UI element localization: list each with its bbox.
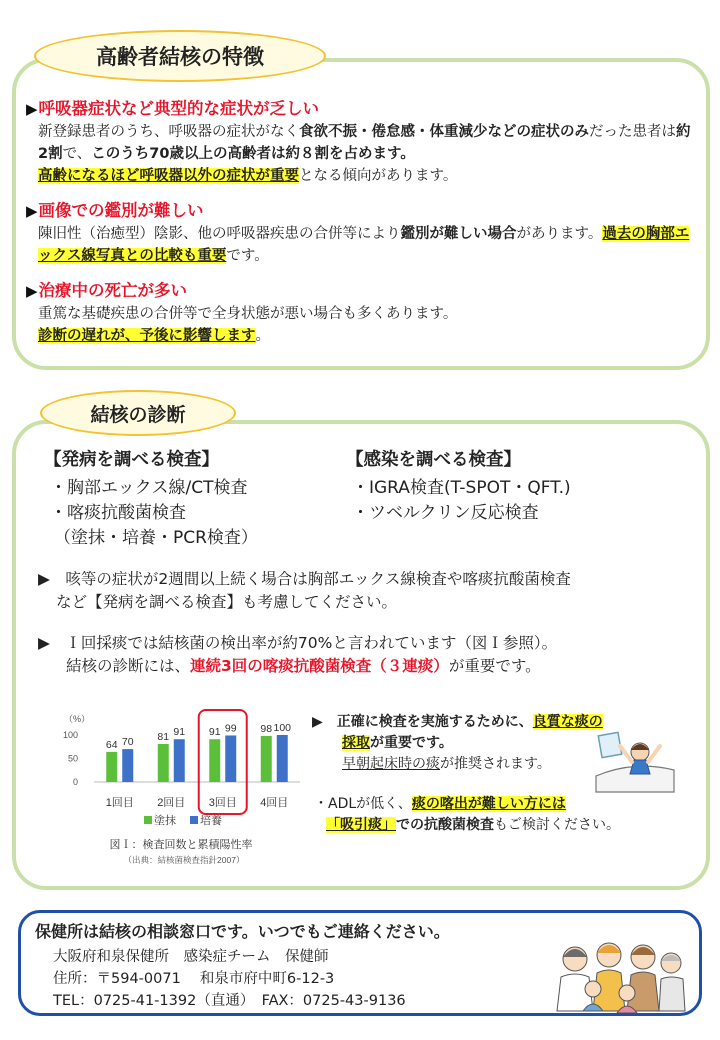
contact-org: 大阪府和泉保健所 感染症チーム 保健師 (53, 949, 329, 965)
feature-1-heading: ▶ 呼吸器症状など典型的な症状が乏しい (26, 99, 320, 118)
bar-培養 (174, 739, 185, 782)
bar-塗抹 (261, 736, 272, 782)
legend-label: 培養 (200, 815, 222, 827)
contact-phone: TEL：0725-41-1392（直通） FAX：0725-43-9136 (53, 993, 406, 1009)
positivity-chart (56, 708, 306, 883)
chart-caption: 図Ｉ：検査回数と累積陽性率 (109, 839, 253, 851)
feature-2 (26, 200, 698, 267)
onset-tests-heading: 【発病を調べる検査】 (44, 450, 219, 470)
onset-tests-list (50, 476, 258, 551)
feature-2-heading: ▶ 画像での鑑別が難しい (26, 201, 204, 220)
y-tick-label: 0 (72, 777, 78, 787)
bar-培養 (225, 735, 236, 782)
y-tick-label: 50 (67, 753, 78, 764)
bar-塗抹 (209, 739, 220, 782)
data-label: 100 (273, 722, 292, 734)
section-title-diagnosis (40, 390, 236, 436)
contact-title: 保健所は結核の相談窓口です。いつでもご連絡ください。 (35, 922, 450, 941)
diagnosis-title: 結核の診断 (90, 403, 186, 426)
list-item: ・喀痰抗酸菌検査 (50, 503, 186, 523)
data-label: 98 (260, 722, 273, 735)
list-item: （塗抹・培養・PCR検査） (54, 528, 258, 548)
sample-advice-1: ▶ 正確に検査を実施するために、良質な痰の 採取が重要です。 早朝起床時の痰が推奨されます。 (312, 714, 603, 772)
y-axis-unit: （%） (64, 714, 91, 724)
x-tick-label: 2回目 (157, 797, 186, 809)
contact-address: 住所：〒594-0071 和泉市府中町6-12-3 (53, 971, 335, 987)
chart-source: （出典：結核菌検査指針2007） (123, 855, 245, 865)
feature-3 (26, 280, 698, 347)
data-label: 70 (121, 736, 134, 749)
x-tick-label: 3回目 (208, 797, 237, 809)
legend-label: 塗抹 (154, 815, 176, 827)
triangle-icon: ▶ (26, 202, 38, 220)
feature-2-text: 陳旧性（治癒型）陰影、他の呼吸器疾患の合併等により鑑別が難しい場合があります。過去の胸部エックス線写真との比較も重要です。 (38, 226, 690, 264)
data-label: 91 (173, 726, 186, 739)
bar-培養 (277, 735, 288, 782)
chart-svg (56, 708, 306, 883)
contact-box (18, 910, 702, 1016)
infection-tests-list (352, 476, 571, 526)
bar-塗抹 (106, 752, 117, 782)
y-tick-label: 100 (62, 730, 78, 740)
legend-swatch (190, 816, 198, 824)
sample-advice-2: ・ADLが低く、痰の喀出が難しい方には 「吸引痰」での抗酸菌検査もご検討ください。 (314, 796, 620, 833)
list-item: ・ツベルクリン反応検査 (352, 503, 539, 523)
list-item: ・IGRA検査(T-SPOT・QFT.) (352, 478, 571, 498)
x-tick-label: 4回目 (260, 797, 289, 809)
bar-塗抹 (158, 744, 169, 782)
legend-swatch (144, 816, 152, 824)
note-detection: ▶ Ｉ回採痰では結核菌の検出率が約70%と言われています（図Ｉ参照）。 結核の診断には、連続3回の喀痰抗酸菌検査（３連痰）が重要です。 (38, 634, 558, 675)
note-cough: ▶ 咳等の症状が2週間以上続く場合は胸部エックス線検査や喀痰抗酸菌検査 など【発病を調べる検査】も考慮してください。 (38, 570, 571, 611)
triangle-icon: ▶ (26, 282, 38, 300)
x-tick-label: 1回目 (105, 797, 134, 809)
waking-person-illustration (594, 730, 676, 794)
triangle-icon: ▶ (312, 714, 323, 730)
feature-1 (26, 98, 698, 187)
infection-tests-heading: 【感染を調べる検査】 (346, 450, 521, 470)
data-label: 64 (105, 738, 118, 751)
list-item: ・胸部エックス線/CT検査 (50, 478, 248, 498)
section-title-features (34, 30, 326, 82)
feature-3-heading: ▶ 治療中の死亡が多い (26, 281, 188, 300)
features-title: 高齢者結核の特徴 (96, 45, 264, 69)
data-label: 91 (208, 726, 221, 739)
family-illustration (547, 933, 687, 1013)
bar-培養 (122, 749, 133, 782)
data-label: 81 (157, 730, 170, 743)
triangle-icon: ▶ (26, 100, 38, 118)
feature-1-text: 新登録患者のうち、呼吸器の症状がなく食欲不振・倦怠感・体重減少などの症状のみだった患者は約2割で、このうち70歳以上の高齢者は約８割を占めます。 高齢になるほど呼吸器以外の症状が重要となる傾向があります。 (38, 124, 691, 184)
feature-3-text: 重篤な基礎疾患の合併等で全身状態が悪い場合も多くあります。 診断の遅れが、予後に影響します。 (38, 306, 458, 344)
data-label: 99 (224, 722, 237, 735)
